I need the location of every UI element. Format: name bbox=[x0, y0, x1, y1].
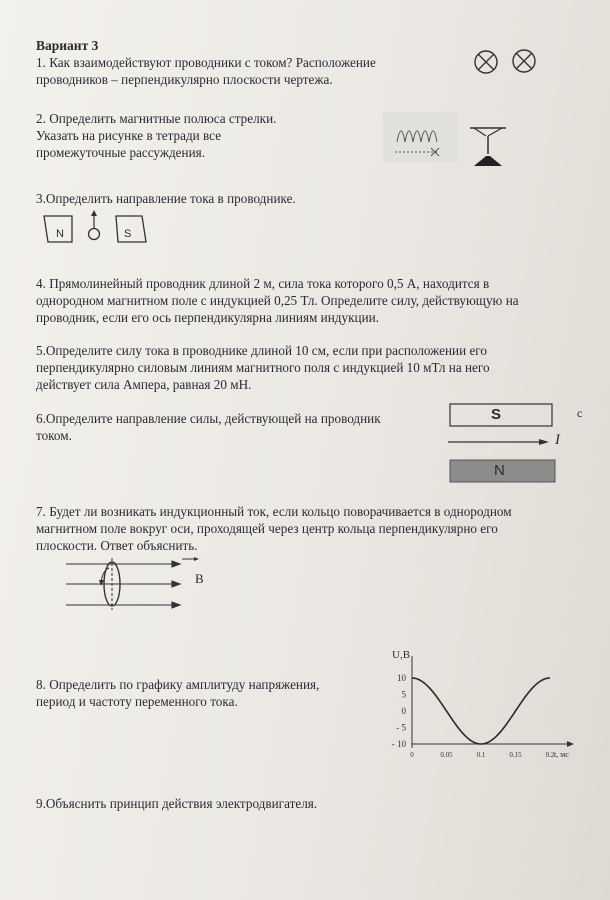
chart-series-line-voltage bbox=[412, 678, 550, 744]
chart-x-tick-label: 0.05 bbox=[440, 751, 453, 759]
chart-x-tick-label: 0.1 bbox=[476, 751, 486, 759]
q6-line-2: током. bbox=[36, 428, 72, 443]
chart-y-ticks bbox=[392, 673, 407, 749]
voltage-sine-chart bbox=[378, 646, 578, 776]
chart-y-tick-label: 10 bbox=[397, 673, 406, 683]
conductor-into-page-icon-1 bbox=[475, 51, 497, 73]
q1-conductors-figure bbox=[470, 46, 540, 76]
q8-line-2: период и частоту переменного тока. bbox=[36, 694, 238, 709]
q5-line-1: 5.Определите силу тока в проводнике длиной 10 см, если при расположении его bbox=[36, 343, 487, 358]
q7-line-2: магнитном поле вокруг оси, проходящей через центр кольца перпендикулярно его bbox=[36, 521, 498, 536]
q9-line-1: 9.Объяснить принцип действия электродвигателя. bbox=[36, 796, 318, 811]
q2-line-2: Указать на рисунке в тетради все bbox=[36, 128, 222, 143]
conductor-into-page-icon-2 bbox=[513, 50, 535, 72]
chart-axes bbox=[392, 649, 574, 759]
chart-y-label: U,B bbox=[392, 649, 411, 661]
q3-line-1: 3.Определить направление тока в проводнике. bbox=[36, 191, 296, 206]
chart-x-axis-arrow bbox=[567, 741, 574, 747]
q2-line-3: промежуточные рассуждения. bbox=[36, 145, 205, 160]
chart-x-tick-label: 0 bbox=[410, 751, 414, 759]
q6-field-figure bbox=[445, 402, 565, 482]
chart-y-tick-label: 0 bbox=[401, 706, 406, 716]
q7-ring-field-figure bbox=[64, 556, 204, 616]
compass-needle-figure bbox=[466, 124, 516, 168]
q7-field-label: B bbox=[195, 571, 204, 586]
chart-series bbox=[412, 678, 550, 744]
chart-x-tick-label: 0.15 bbox=[509, 751, 522, 759]
q6-pole-s-label: S bbox=[491, 406, 502, 423]
chart-x-label: t, мс bbox=[554, 750, 569, 759]
q7-line-1: 7. Будет ли возникать индукционный ток, если кольцо поворачивается в однородном bbox=[36, 504, 512, 519]
q6-edge-letter: с bbox=[577, 406, 583, 420]
q6-pole-n-label: N bbox=[494, 462, 505, 479]
q7-line-3: плоскости. Ответ объяснить. bbox=[36, 538, 198, 553]
q3-label-s: S bbox=[124, 228, 132, 240]
q6-current-label: I bbox=[555, 432, 560, 448]
q1-line-1: 1. Как взаимодействуют проводники с током? Расположение bbox=[36, 55, 376, 70]
q1-line-2: проводников – перпендикулярно плоскости чертежа. bbox=[36, 72, 333, 87]
q8-line-1: 8. Определить по графику амплитуду напряжения, bbox=[36, 677, 320, 692]
chart-y-tick-label: 5 bbox=[401, 689, 406, 700]
q4-line-3: проводник, если его ось перпендикулярна линиям индукции. bbox=[36, 310, 379, 325]
q2-line-1: 2. Определить магнитные полюса стрелки. bbox=[36, 111, 277, 126]
q6-line-1: 6.Определите направление силы, действующей на проводник bbox=[36, 411, 381, 426]
q5-line-3: действует сила Ампера, равная 20 мН. bbox=[36, 377, 252, 392]
q3-label-n: N bbox=[56, 228, 64, 240]
chart-y-tick-label: - 5 bbox=[396, 722, 406, 733]
q4-line-1: 4. Прямолинейный проводник длиной 2 м, сила тока которого 0,5 А, находится в bbox=[36, 276, 490, 291]
q5-line-2: перпендикулярно силовым линиям магнитного поля с индукцией 10 мТл на него bbox=[36, 360, 490, 375]
conductor-arrow-up-icon bbox=[89, 210, 100, 240]
variant-title: Вариант 3 bbox=[36, 38, 99, 53]
chart-y-tick-label: - 10 bbox=[391, 739, 406, 749]
chart-x-tick-label: 0.2 bbox=[545, 751, 555, 759]
chart-x-ticks bbox=[410, 751, 555, 759]
q4-line-2: однородном магнитном поле с индукцией 0,25 Тл. Определите силу, действующую на bbox=[36, 293, 519, 308]
solenoid-coil-figure bbox=[383, 112, 458, 162]
